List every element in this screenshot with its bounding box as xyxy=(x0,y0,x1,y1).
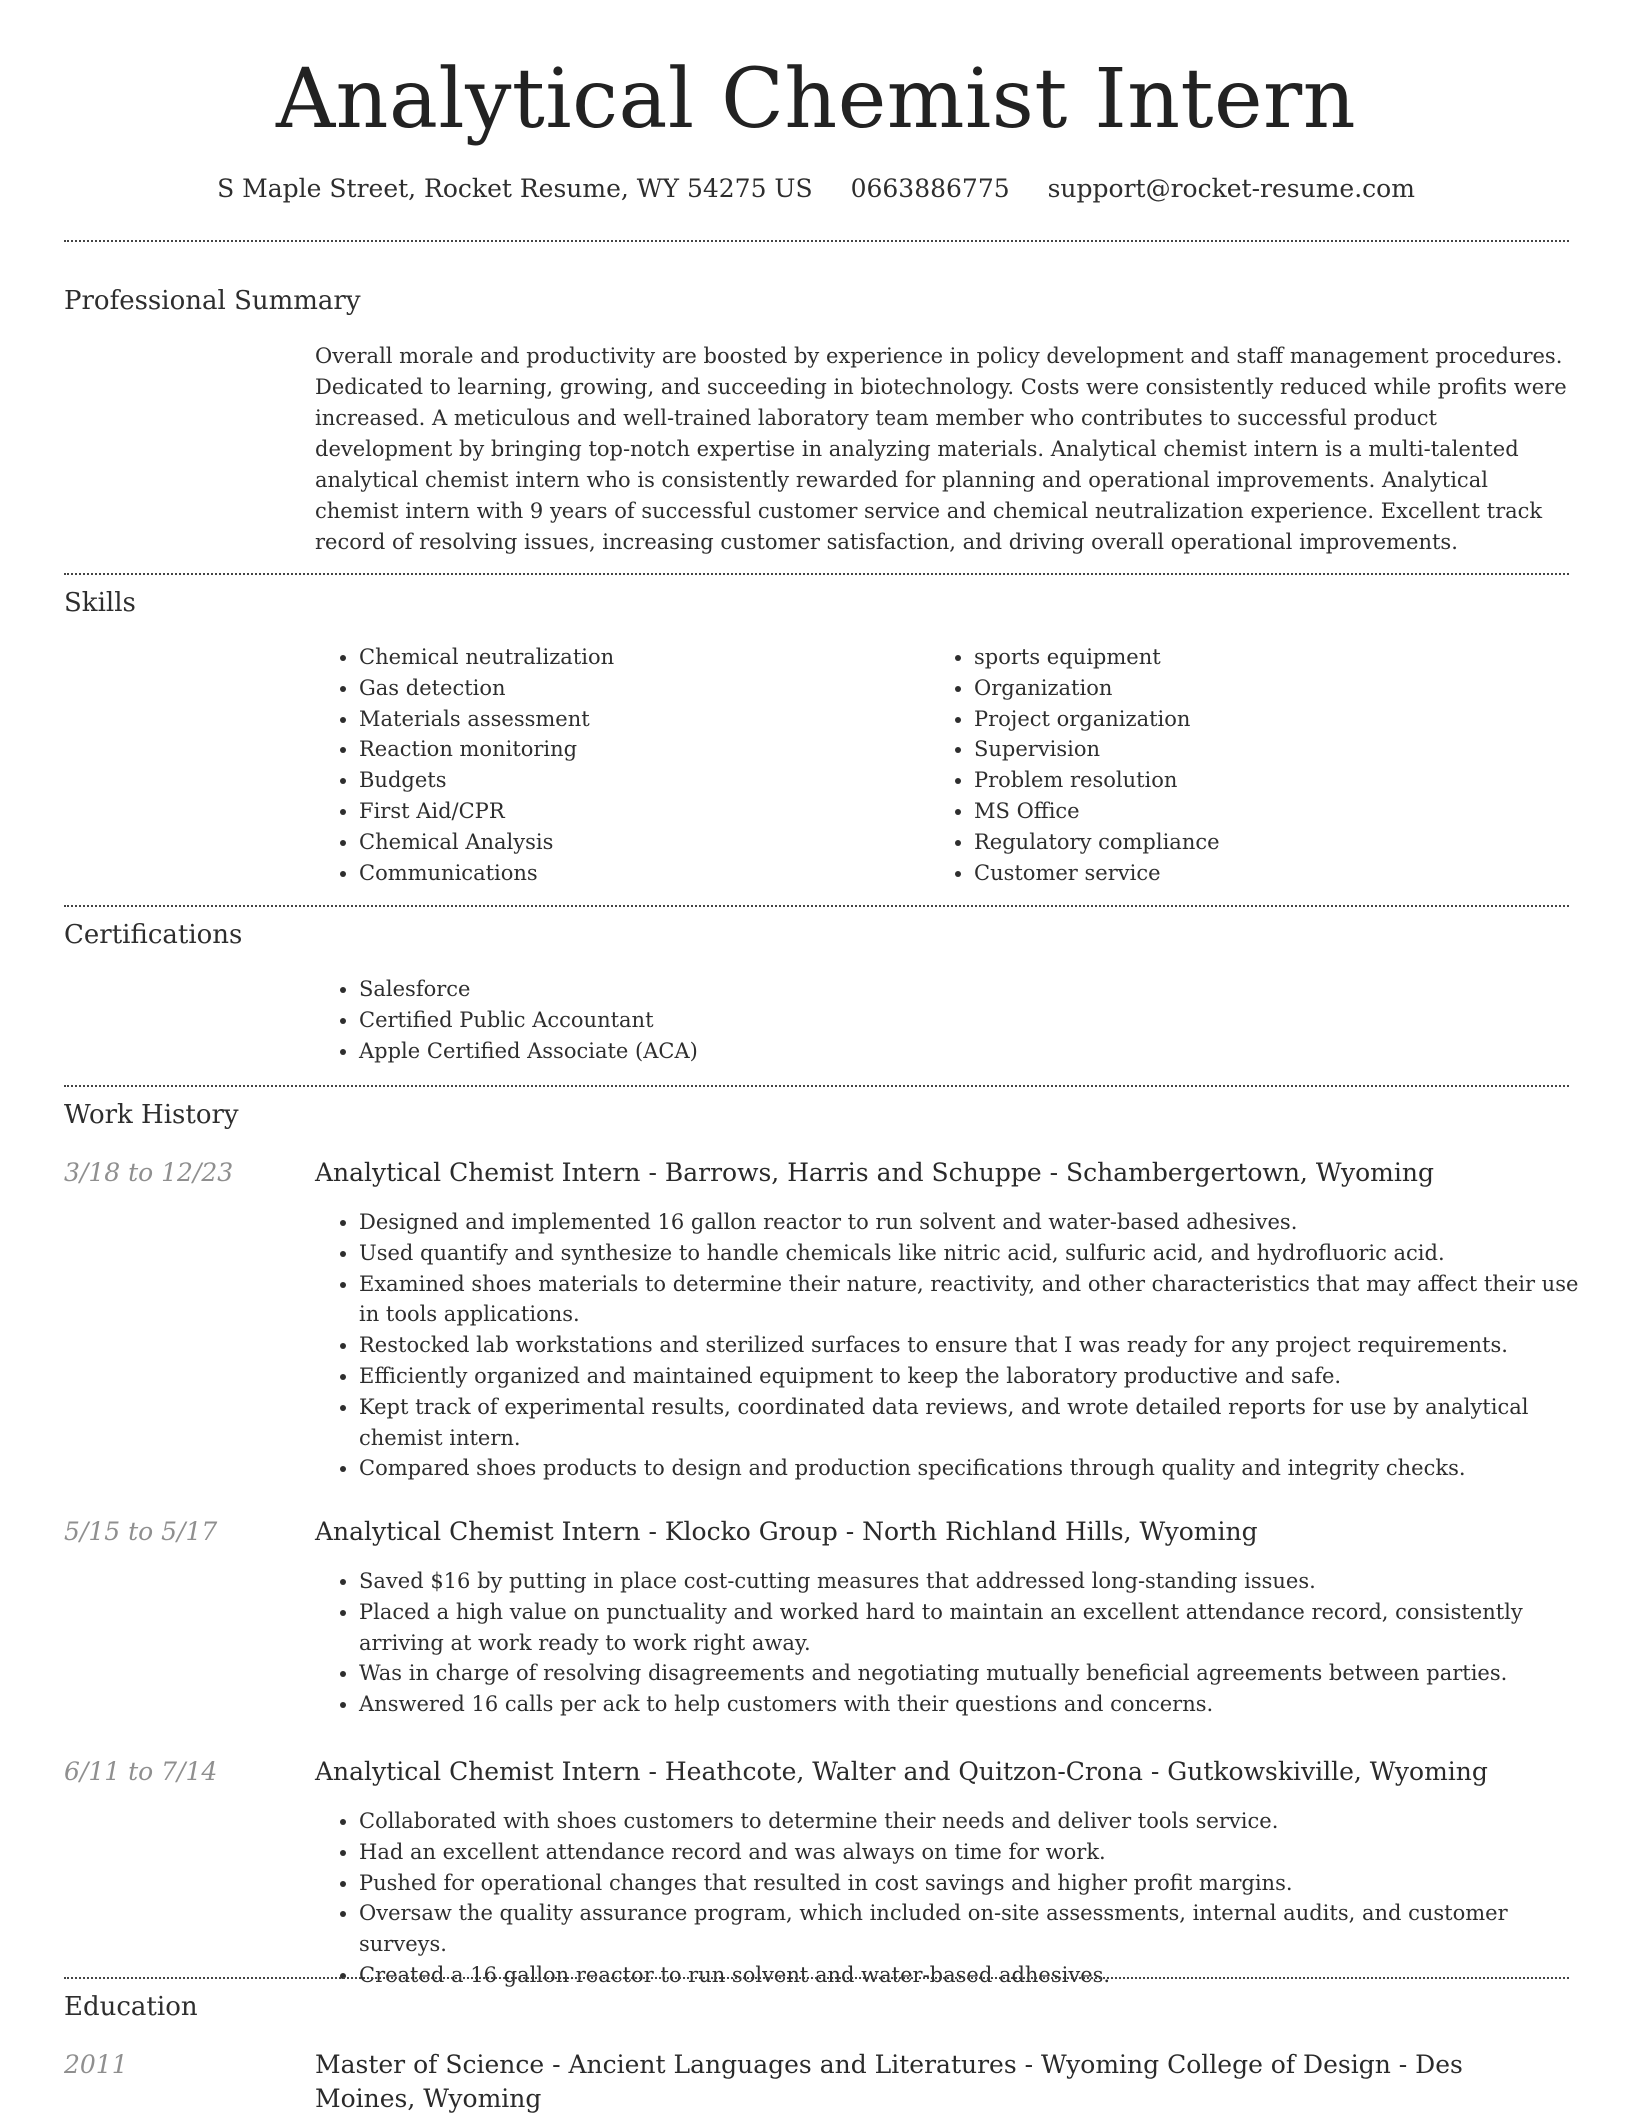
skill-item: • First Aid/CPR xyxy=(359,796,919,827)
certification-item: • Apple Certified Associate (ACA) xyxy=(359,1036,1579,1067)
skill-item: • Chemical Analysis xyxy=(359,827,919,858)
job-duty: • Restocked lab workstations and sterilized surfaces to ensure that I was ready for any project requirements. xyxy=(359,1330,1589,1361)
job-duties-list xyxy=(315,1207,1589,1484)
contact-line xyxy=(0,172,1632,206)
summary-heading: Professional Summary xyxy=(64,286,361,316)
section-divider xyxy=(64,1977,1569,1979)
skill-item: • MS Office xyxy=(974,796,1574,827)
job-dates: 3/18 to 12/23 xyxy=(64,1158,234,1187)
job-duty: • Collaborated with shoes customers to determine their needs and deliver tools service. xyxy=(359,1806,1589,1837)
section-divider xyxy=(64,240,1569,242)
job-duty: • Kept track of experimental results, coordinated data reviews, and wrote detailed reports for use by analytical chemist intern. xyxy=(359,1392,1589,1454)
skill-item: • Organization xyxy=(974,673,1574,704)
job-duties-list xyxy=(315,1566,1589,1720)
skill-item: • Budgets xyxy=(359,765,919,796)
skill-item: • Communications xyxy=(359,858,919,889)
job-employer-location: - Klocko Group - North Richland Hills, Wyoming xyxy=(640,1517,1258,1546)
job-role: Analytical Chemist Intern xyxy=(315,1757,641,1786)
job-duty: • Efficiently organized and maintained equipment to keep the laboratory productive and safe. xyxy=(359,1361,1589,1392)
education-heading: Education xyxy=(64,1992,198,2022)
job-title xyxy=(315,1755,1575,1789)
job-employer-location: - Barrows, Harris and Schuppe - Schambergertown, Wyoming xyxy=(640,1158,1434,1187)
education-degree: Master of Science - Ancient Languages and Literatures - Wyoming College of Design - Des Moines, Wyoming xyxy=(315,2050,1463,2113)
job-role: Analytical Chemist Intern xyxy=(315,1517,641,1546)
job-duty: • Saved $16 by putting in place cost-cutting measures that addressed long-standing issues. xyxy=(359,1566,1589,1597)
contact-email: support@rocket-resume.com xyxy=(1047,174,1415,203)
job-role: Analytical Chemist Intern xyxy=(315,1158,641,1187)
job-duty: • Answered 16 calls per ack to help customers with their questions and concerns. xyxy=(359,1689,1589,1720)
skill-item: • Reaction monitoring xyxy=(359,734,919,765)
skills-heading: Skills xyxy=(64,588,136,618)
job-title xyxy=(315,1156,1575,1190)
skill-item: • sports equipment xyxy=(974,642,1574,673)
contact-phone: 0663886775 xyxy=(850,174,1010,203)
job-duty: • Pushed for operational changes that resulted in cost savings and higher profit margins. xyxy=(359,1868,1589,1899)
skill-item: • Problem resolution xyxy=(974,765,1574,796)
certification-item: • Certified Public Accountant xyxy=(359,1005,1579,1036)
certification-item: • Salesforce xyxy=(359,974,1579,1005)
job-employer-location: - Heathcote, Walter and Quitzon-Crona - Gutkowskiville, Wyoming xyxy=(640,1757,1488,1786)
job-duty: • Placed a high value on punctuality and worked hard to maintain an excellent attendance record, consistently arriving at work ready to work right away. xyxy=(359,1597,1589,1659)
section-divider xyxy=(64,573,1569,575)
section-divider xyxy=(64,1085,1569,1087)
job-duty: • Was in charge of resolving disagreements and negotiating mutually beneficial agreements between parties. xyxy=(359,1658,1589,1689)
summary-text: Overall morale and productivity are boosted by experience in policy development and staff management procedures. Dedicated to learning, growing, and succeeding in biotechnology. Costs were consistently reduced while profits were increased. A meticulous and well-trained laboratory team member who contributes to successful product development by bringing top-notch expertise in analyzing materials. Analytical chemist intern is a multi-talented analytical chemist intern who is consistently rewarded for planning and operational improvements. Analytical chemist intern with 9 years of successful customer service and chemical neutralization experience. Excellent track record of resolving issues, increasing customer satisfaction, and driving overall operational improvements. xyxy=(315,344,1567,554)
job-duty: • Used quantify and synthesize to handle chemicals like nitric acid, sulfuric acid, and hydrofluoric acid. xyxy=(359,1238,1589,1269)
job-title xyxy=(315,1515,1575,1549)
skill-item: • Materials assessment xyxy=(359,704,919,735)
work-history-heading: Work History xyxy=(64,1100,239,1130)
skill-item: • Supervision xyxy=(974,734,1574,765)
job-duty: • Designed and implemented 16 gallon reactor to run solvent and water-based adhesives. xyxy=(359,1207,1589,1238)
skill-item: • Regulatory compliance xyxy=(974,827,1574,858)
contact-address: S Maple Street, Rocket Resume, WY 54275 US xyxy=(217,174,813,203)
job-duty: • Created a 16 gallon reactor to run solvent and water-based adhesives. xyxy=(359,1960,1589,1991)
job-duty: • Compared shoes products to design and production specifications through quality and integrity checks. xyxy=(359,1453,1589,1484)
skills-list-right xyxy=(930,642,1574,888)
skill-item: • Chemical neutralization xyxy=(359,642,919,673)
skill-item: • Project organization xyxy=(974,704,1574,735)
job-duties-list xyxy=(315,1806,1589,1991)
certifications-list xyxy=(315,974,1579,1066)
job-dates: 5/15 to 5/17 xyxy=(64,1517,218,1546)
job-dates: 6/11 to 7/14 xyxy=(64,1757,218,1786)
education-date: 2011 xyxy=(64,2050,128,2079)
skill-item: • Customer service xyxy=(974,858,1574,889)
candidate-name: Analytical Chemist Intern xyxy=(275,52,1357,147)
job-duty: • Oversaw the quality assurance program, which included on-site assessments, internal audits, and customer surveys. xyxy=(359,1898,1589,1960)
skill-item: • Gas detection xyxy=(359,673,919,704)
job-duty: • Had an excellent attendance record and was always on time for work. xyxy=(359,1837,1589,1868)
skills-list-left xyxy=(315,642,919,888)
job-duty: • Examined shoes materials to determine their nature, reactivity, and other characteristics that may affect their use in tools applications. xyxy=(359,1269,1589,1331)
section-divider xyxy=(64,905,1569,907)
certifications-heading: Certifications xyxy=(64,920,243,950)
